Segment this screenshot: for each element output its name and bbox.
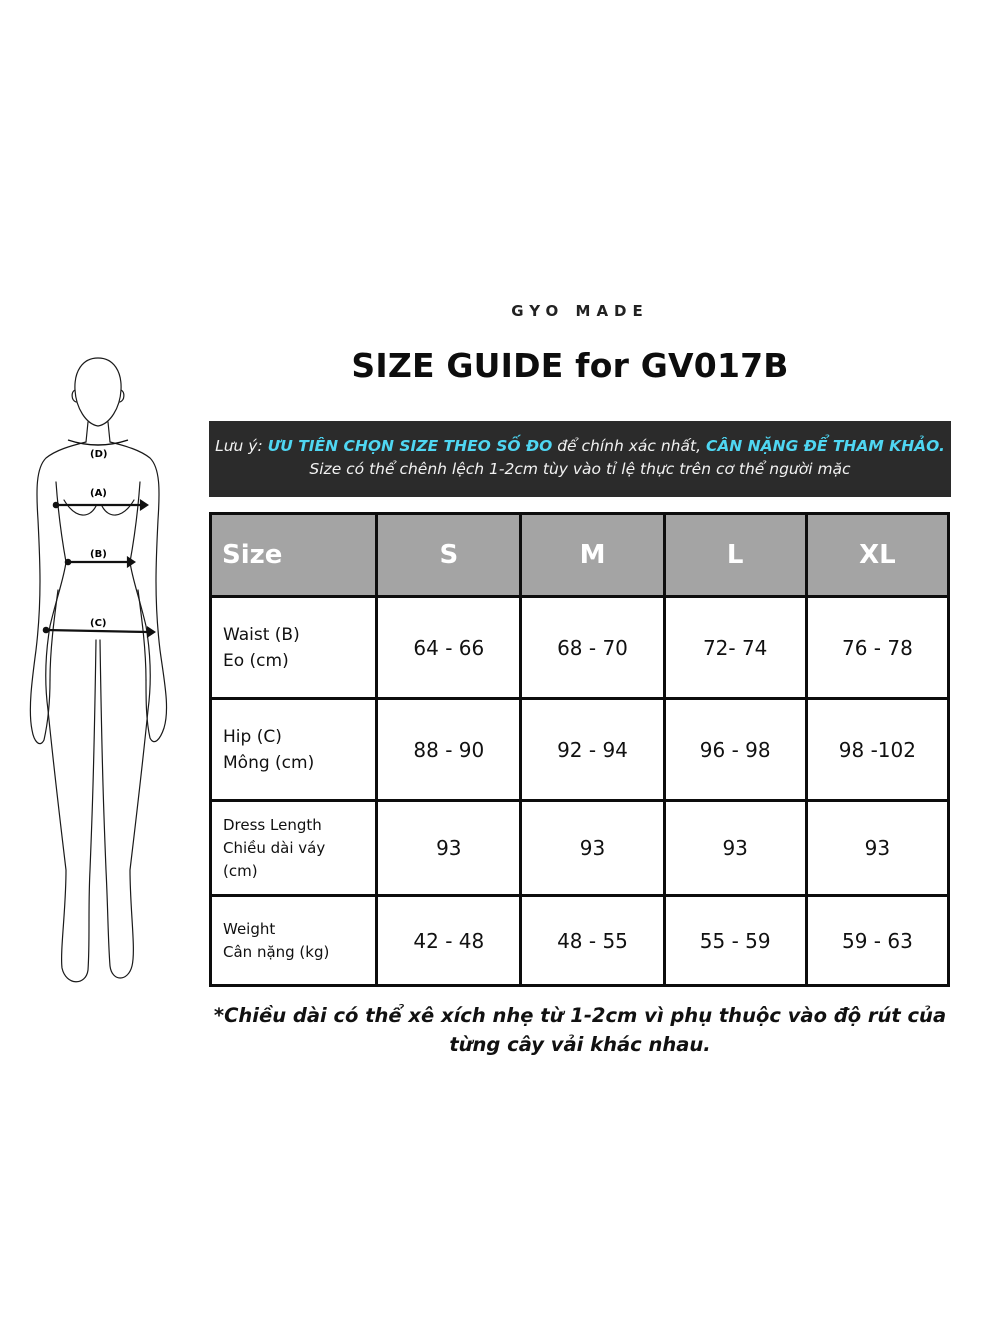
note-middle: để chính xác nhất,	[552, 437, 706, 455]
footer-line-1: *Chiều dài có thể xê xích nhẹ từ 1-2cm vì phụ thuộc vào độ rút của	[213, 1004, 947, 1027]
cell-value: 93	[521, 801, 664, 896]
measure-label-c: (C)	[90, 618, 107, 629]
cell-value: 42 - 48	[377, 896, 521, 986]
figure-arm-inner-left	[50, 590, 58, 680]
cell-value: 93	[664, 801, 806, 896]
size-note-banner	[209, 421, 951, 497]
figure-torso-left	[46, 482, 66, 710]
header-l: L	[664, 514, 806, 597]
cell-value: 55 - 59	[664, 896, 806, 986]
cell-value: 88 - 90	[377, 699, 521, 801]
header-s: S	[377, 514, 521, 597]
row-label-line: Eo (cm)	[223, 650, 289, 671]
row-label-waist	[211, 597, 377, 699]
measure-label-b: (B)	[90, 549, 107, 560]
row-label-line: Dress Length	[223, 815, 322, 834]
row-label-line: Hip (C)	[223, 726, 282, 747]
row-label-line: Waist (B)	[223, 624, 300, 645]
cell-value: 96 - 98	[664, 699, 806, 801]
figure-torso-right	[130, 482, 150, 710]
note-highlight-weight: CÂN NẶNG ĐỂ THAM KHẢO.	[705, 437, 945, 455]
footer-line-2: từng cây vải khác nhau.	[449, 1033, 711, 1056]
note-prefix: Lưu ý:	[215, 437, 268, 455]
row-label-weight	[211, 896, 377, 986]
cell-value: 68 - 70	[521, 597, 664, 699]
figure-head	[75, 358, 121, 426]
header-m: M	[521, 514, 664, 597]
measure-line-c	[46, 630, 148, 632]
cell-value: 92 - 94	[521, 699, 664, 801]
footer-note	[209, 1001, 951, 1059]
cell-value: 76 - 78	[806, 597, 948, 699]
row-label-line: Chiều dài váy	[223, 838, 326, 857]
note-line-1	[209, 435, 951, 458]
row-label-line: Mông (cm)	[223, 752, 315, 773]
row-label-line: (cm)	[223, 861, 258, 880]
measure-label-a: (A)	[90, 488, 107, 499]
figure-neck	[86, 422, 110, 442]
body-measurement-figure	[20, 350, 190, 990]
cell-value: 64 - 66	[377, 597, 521, 699]
note-highlight-measure: ƯU TIÊN CHỌN SIZE THEO SỐ ĐO	[267, 437, 553, 455]
cell-value: 98 -102	[806, 699, 948, 801]
table-row	[211, 597, 949, 699]
cell-value: 72- 74	[664, 597, 806, 699]
page-title: SIZE GUIDE for GV017B	[351, 346, 789, 385]
row-label-hip	[211, 699, 377, 801]
header-size: Size	[211, 514, 377, 597]
table-row	[211, 699, 949, 801]
size-table	[209, 512, 950, 987]
cell-value: 59 - 63	[806, 896, 948, 986]
table-row	[211, 896, 949, 986]
size-header-row	[211, 514, 949, 597]
figure-bust	[64, 500, 134, 515]
brand-name: GYO MADE	[511, 302, 649, 320]
figure-arm-inner-right	[138, 590, 146, 680]
note-line-2: Size có thể chênh lệch 1-2cm tùy vào tỉ lệ thực trên cơ thể người mặc	[309, 460, 851, 478]
measure-label-d: (D)	[90, 449, 108, 460]
cell-value: 93	[806, 801, 948, 896]
figure-leg-right	[100, 640, 148, 978]
figure-leg-left	[48, 640, 96, 982]
row-label-line: Weight	[223, 919, 276, 938]
cell-value: 93	[377, 801, 521, 896]
table-row	[211, 801, 949, 896]
row-label-line: Cân nặng (kg)	[223, 942, 330, 961]
cell-value: 48 - 55	[521, 896, 664, 986]
header-xl: XL	[806, 514, 948, 597]
row-label-dress-length	[211, 801, 377, 896]
